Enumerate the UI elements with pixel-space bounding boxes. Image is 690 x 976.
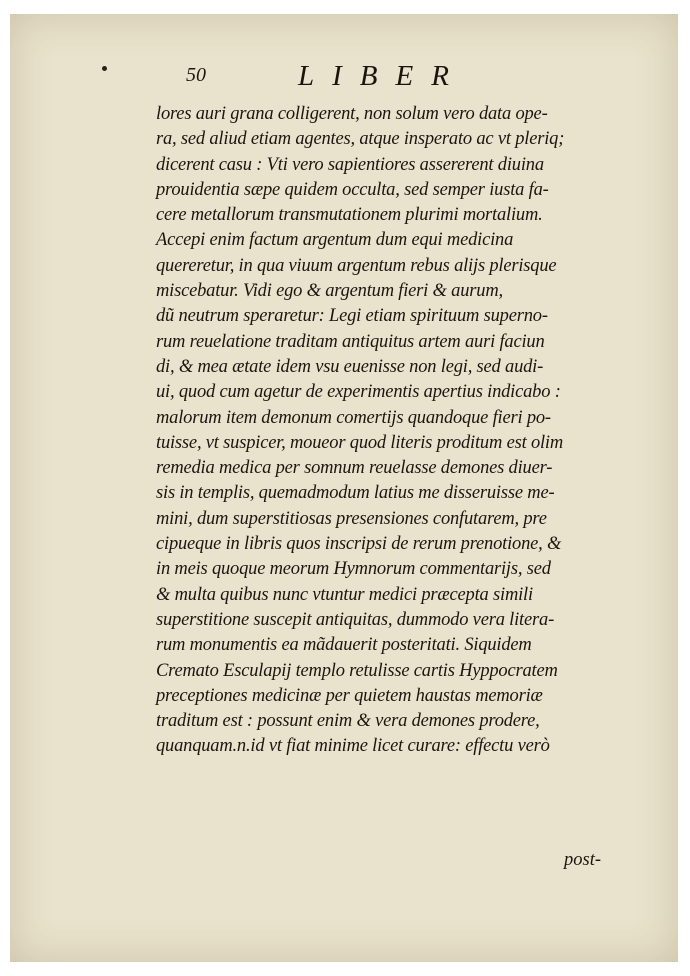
text-line: malorum item demonum comertijs quandoque fieri po-: [156, 407, 551, 428]
page-header: [10, 60, 678, 100]
text-line: lores auri grana colligerent, non solum vero data ope-: [156, 104, 548, 124]
book-page: [10, 14, 678, 962]
text-line: rum reuelatione traditam antiquitus artem auri faciun: [156, 331, 545, 352]
text-line: ra, sed aliud etiam agentes, atque insperato ac vt pleriq;: [156, 129, 565, 150]
body-text: [156, 102, 626, 760]
text-line: cere metallorum transmutationem plurimi mortalium.: [156, 205, 543, 226]
text-line: di, & mea ætate idem vsu euenisse non legi, sed audi-: [156, 356, 544, 377]
text-line: tuisse, vt suspicer, moueor quod literis proditum est olim: [156, 432, 564, 453]
text-line: ui, quod cum agetur de experimentis apertius indicabo :: [156, 382, 561, 403]
text-line: Accepi enim factum argentum dum equi medicina: [156, 230, 514, 251]
text-line: traditum est : possunt enim & vera demones prodere,: [156, 711, 540, 732]
running-title: LIBER: [298, 60, 467, 92]
text-line: preceptiones medicinæ per quietem haustas memoriæ: [156, 685, 543, 706]
catchword: post-: [564, 850, 601, 870]
text-line: sis in templis, quemadmodum latius me disseruisse me-: [156, 483, 555, 504]
folio-number: 50: [186, 64, 206, 86]
text-line: dũ neutrum speraretur: Legi etiam spirituum superno-: [156, 306, 548, 327]
text-line: quereretur, in qua viuum argentum rebus alijs plerisque: [156, 255, 557, 276]
text-line: in meis quoque meorum Hymnorum commentarijs, sed: [156, 559, 551, 580]
text-line: quanquam.n.id vt fiat minime licet curare: effectu verò: [156, 736, 550, 757]
text-line: cipueque in libris quos inscripsi de rerum prenotione, &: [156, 534, 562, 555]
text-line: mini, dum superstitiosas presensiones confutarem, pre: [156, 508, 547, 529]
text-line: & multa quibus nunc vtuntur medici præcepta simili: [156, 584, 533, 605]
text-line: dicerent casu : Vti vero sapientiores assererent diuina: [156, 154, 544, 175]
text-line: miscebatur. Vidi ego & argentum fieri & aurum,: [156, 281, 503, 302]
text-line: rum monumentis ea mãdauerit posteritati. Siquidem: [156, 635, 532, 656]
text-line: superstitione suscepit antiquitas, dummodo vera litera-: [156, 609, 555, 630]
text-line: remedia medica per somnum reuelasse demones diuer-: [156, 458, 553, 479]
text-line: Cremato Esculapij templo retulisse cartis Hyppocratem: [156, 660, 558, 681]
text-line: prouidentia sæpe quidem occulta, sed semper iusta fa-: [156, 179, 549, 200]
